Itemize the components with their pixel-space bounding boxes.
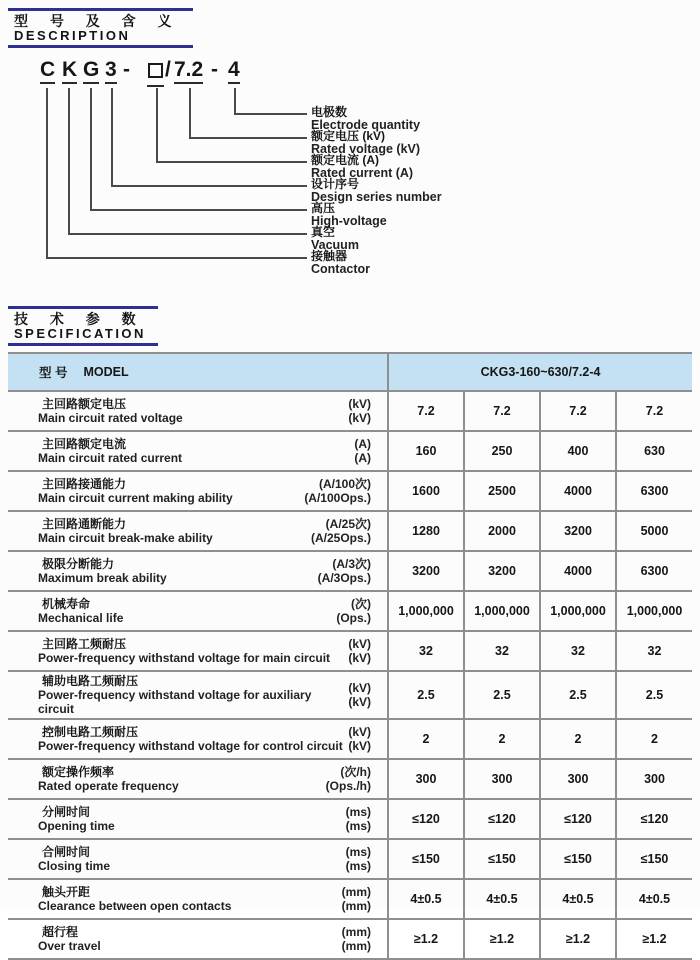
row-label-en: Power-frequency withstand voltage for main circuit: [38, 651, 331, 665]
row-unit: [348, 725, 371, 753]
value-cell: 32: [540, 631, 616, 671]
row-label: [38, 765, 179, 793]
row-label-en: Clearance between open contacts: [38, 899, 232, 913]
value-cell: 1,000,000: [616, 591, 692, 631]
value-cell: ≥1.2: [540, 919, 616, 959]
row-unit-cn: (次/h): [340, 765, 371, 779]
model-dash: -: [123, 58, 130, 81]
value-cell: 6300: [616, 471, 692, 511]
value-cell: ≥1.2: [616, 919, 692, 959]
table-row: [8, 719, 692, 759]
value-cell: 300: [388, 759, 464, 799]
value-cell: 300: [540, 759, 616, 799]
row-label-cn: 主回路额定电流: [42, 437, 127, 451]
value-cell: 7.2: [540, 391, 616, 431]
row-unit-en: (ms): [345, 859, 371, 873]
row-label-en: Over travel: [38, 939, 101, 953]
row-label: [38, 845, 110, 873]
row-label: [38, 925, 101, 953]
value-cell: 2.5: [388, 671, 464, 719]
model-char: 4: [228, 58, 240, 84]
value-cell: 1600: [388, 471, 464, 511]
specification-heading-cn: 技 术 参 数: [14, 311, 145, 327]
row-unit-cn: (mm): [341, 925, 371, 939]
value-cell: 5000: [616, 511, 692, 551]
table-row: [8, 551, 692, 591]
value-cell: 2: [464, 719, 540, 759]
model-value-cell: CKG3-160~630/7.2-4: [388, 353, 692, 391]
value-cell: ≤150: [616, 839, 692, 879]
row-unit-cn: (A/3次): [332, 557, 371, 571]
diagram-label-high-voltage: 高压 High-voltage: [311, 201, 387, 228]
row-label-en: Power-frequency withstand voltage for auxiliary circuit: [38, 688, 312, 716]
row-label-cn: 主回路接通能力: [42, 477, 127, 491]
value-cell: 4±0.5: [616, 879, 692, 919]
row-label-en: Main circuit break-make ability: [38, 531, 213, 545]
value-cell: ≤120: [464, 799, 540, 839]
value-cell: 1,000,000: [540, 591, 616, 631]
description-heading-en: DESCRIPTION: [14, 28, 131, 43]
value-cell: 400: [540, 431, 616, 471]
value-cell: 4±0.5: [388, 879, 464, 919]
row-label: [38, 674, 348, 716]
table-row: [8, 511, 692, 551]
value-cell: 7.2: [464, 391, 540, 431]
row-unit-cn: (kV): [348, 725, 371, 739]
row-unit-cn: (ms): [345, 845, 371, 859]
value-cell: 630: [616, 431, 692, 471]
row-label-en: Main circuit current making ability: [38, 491, 233, 505]
row-unit-en: (kV): [348, 651, 371, 665]
row-label: [38, 725, 343, 753]
value-cell: 32: [388, 631, 464, 671]
row-label-cn: 主回路工频耐压: [42, 637, 127, 651]
model-char: 3: [105, 58, 117, 84]
row-unit: [336, 597, 371, 625]
row-label-en: Opening time: [38, 819, 115, 833]
description-heading: [8, 8, 193, 48]
row-label-cn: 控制电路工频耐压: [42, 725, 139, 739]
row-label-cell: [8, 471, 388, 511]
model-label-cn: 型 号: [39, 366, 68, 380]
value-cell: ≤120: [540, 799, 616, 839]
row-unit: [304, 477, 371, 505]
value-cell: 250: [464, 431, 540, 471]
table-row: [8, 591, 692, 631]
row-label-en: Maximum break ability: [38, 571, 167, 585]
value-cell: 4±0.5: [464, 879, 540, 919]
diagram-label-design-series: 设计序号 Design series number: [311, 177, 442, 204]
model-designation-diagram: [0, 50, 700, 302]
row-unit-cn: (A/25次): [325, 517, 371, 531]
value-cell: ≤150: [540, 839, 616, 879]
specification-heading-en: SPECIFICATION: [14, 326, 146, 341]
row-unit: [354, 437, 371, 465]
row-label: [38, 517, 213, 545]
row-unit-en: (A/3Ops.): [317, 571, 371, 585]
value-cell: 4000: [540, 551, 616, 591]
value-cell: 32: [464, 631, 540, 671]
row-label-cell: [8, 511, 388, 551]
row-label-cn: 超行程: [42, 925, 79, 939]
value-cell: 4000: [540, 471, 616, 511]
row-label: [38, 437, 182, 465]
table-row: [8, 391, 692, 431]
spec-table-wrap: [8, 352, 692, 960]
value-cell: ≤120: [388, 799, 464, 839]
row-label-cell: [8, 799, 388, 839]
value-cell: 3200: [388, 551, 464, 591]
row-unit-cn: (次): [351, 597, 371, 611]
value-cell: 2: [388, 719, 464, 759]
diagram-label-contactor: 接触器 Contactor: [311, 249, 371, 276]
row-label-cell: [8, 431, 388, 471]
value-cell: 32: [616, 631, 692, 671]
row-label: [38, 637, 330, 665]
row-label-cn: 主回路通断能力: [42, 517, 127, 531]
table-row: [8, 759, 692, 799]
row-unit-en: (kV): [348, 695, 371, 709]
value-cell: 2.5: [540, 671, 616, 719]
diagram-label-vacuum: 真空 Vacuum: [311, 225, 359, 252]
value-cell: 7.2: [388, 391, 464, 431]
table-row: [8, 631, 692, 671]
row-unit-en: (mm): [341, 899, 371, 913]
value-cell: 2: [616, 719, 692, 759]
table-row: [8, 671, 692, 719]
row-label-cell: [8, 879, 388, 919]
row-label: [38, 557, 167, 585]
row-label-en: Power-frequency withstand voltage for control circuit: [38, 739, 343, 753]
table-row: [8, 879, 692, 919]
placeholder-box-icon: [147, 58, 164, 87]
row-unit-cn: (A/100次): [318, 477, 371, 491]
row-label-cell: [8, 839, 388, 879]
model-label-en: MODEL: [83, 365, 129, 379]
value-cell: 7.2: [616, 391, 692, 431]
model-char: K: [62, 58, 77, 84]
value-cell: 2: [540, 719, 616, 759]
row-label-en: Closing time: [38, 859, 111, 873]
row-label: [38, 397, 183, 425]
row-label-en: Mechanical life: [38, 611, 124, 625]
diagram-label-electrode-quantity: 电极数 Electrode quantity: [311, 105, 421, 132]
value-cell: 2000: [464, 511, 540, 551]
row-unit-en: (A/100Ops.): [304, 491, 371, 505]
row-label-en: Rated operate frequency: [38, 779, 179, 793]
row-unit-cn: (kV): [348, 681, 371, 695]
row-unit-cn: (ms): [345, 805, 371, 819]
row-unit: [346, 845, 371, 873]
value-cell: 6300: [616, 551, 692, 591]
row-label-cell: [8, 591, 388, 631]
row-unit-en: (kV): [348, 411, 371, 425]
row-unit-en: (mm): [341, 939, 371, 953]
value-cell: 4±0.5: [540, 879, 616, 919]
model-char: G: [83, 58, 99, 84]
value-cell: 1,000,000: [464, 591, 540, 631]
model-char: 7.2: [174, 58, 203, 84]
value-cell: 1280: [388, 511, 464, 551]
row-label-en: Main circuit rated current: [38, 451, 183, 465]
row-label-cn: 极限分断能力: [42, 557, 115, 571]
row-unit-cn: (kV): [348, 637, 371, 651]
row-label: [38, 597, 123, 625]
row-label-cell: [8, 919, 388, 959]
model-char: C: [40, 58, 55, 84]
row-label: [38, 477, 233, 505]
value-cell: 160: [388, 431, 464, 471]
table-row: [8, 799, 692, 839]
row-label-cn: 辅助电路工频耐压: [42, 674, 139, 688]
row-unit: [311, 517, 371, 545]
row-label-cn: 机械寿命: [42, 597, 91, 611]
row-unit-cn: (mm): [341, 885, 371, 899]
row-label-cell: [8, 631, 388, 671]
table-header-row: [8, 353, 692, 391]
value-cell: ≥1.2: [388, 919, 464, 959]
row-label-cn: 额定操作频率: [42, 765, 115, 779]
value-cell: 2.5: [464, 671, 540, 719]
row-label-cell: [8, 759, 388, 799]
table-row: [8, 839, 692, 879]
diagram-label-rated-current: 额定电流 (A) Rated current (A): [311, 153, 414, 180]
row-label-cn: 主回路额定电压: [42, 397, 127, 411]
value-cell: 1,000,000: [388, 591, 464, 631]
value-cell: ≤120: [616, 799, 692, 839]
row-unit-en: (A/25Ops.): [310, 531, 371, 545]
row-label-cell: [8, 391, 388, 431]
value-cell: 300: [616, 759, 692, 799]
row-unit: [342, 885, 371, 913]
row-unit: [346, 805, 371, 833]
spec-table: [8, 352, 692, 960]
row-unit-en: (ms): [345, 819, 371, 833]
model-header-cell: [8, 353, 388, 391]
value-cell: 3200: [540, 511, 616, 551]
row-unit: [348, 681, 371, 709]
value-cell: ≤150: [464, 839, 540, 879]
table-row: [8, 471, 692, 511]
row-label-cn: 分闸时间: [42, 805, 91, 819]
table-row: [8, 431, 692, 471]
table-row: [8, 919, 692, 959]
value-cell: ≥1.2: [464, 919, 540, 959]
row-label-cell: [8, 719, 388, 759]
row-unit: [318, 557, 371, 585]
row-label: [38, 805, 115, 833]
value-cell: 300: [464, 759, 540, 799]
row-unit-en: (Ops.): [336, 611, 371, 625]
row-unit-cn: (A): [354, 437, 371, 451]
row-label-cn: 合闸时间: [42, 845, 91, 859]
row-label-en: Main circuit rated voltage: [38, 411, 183, 425]
value-cell: 3200: [464, 551, 540, 591]
row-unit-en: (A): [354, 451, 371, 465]
value-cell: ≤150: [388, 839, 464, 879]
connector-line: [46, 88, 307, 259]
value-cell: 2.5: [616, 671, 692, 719]
row-label-cn: 触头开距: [42, 885, 91, 899]
row-unit: [348, 397, 371, 425]
row-unit: [348, 637, 371, 665]
model-dash: -: [211, 58, 218, 81]
row-unit: [342, 925, 371, 953]
value-cell: 2500: [464, 471, 540, 511]
row-label-cell: [8, 671, 388, 719]
row-label: [38, 885, 231, 913]
row-unit-en: (Ops./h): [325, 779, 371, 793]
description-heading-cn: 型 号 及 含 义: [14, 13, 181, 29]
model-slash: /: [165, 58, 171, 81]
diagram-label-rated-voltage: 额定电压 (kV) Rated voltage (kV): [311, 129, 421, 156]
row-label-cell: [8, 551, 388, 591]
specification-heading: [8, 306, 158, 346]
row-unit: [326, 765, 371, 793]
row-unit-cn: (kV): [348, 397, 371, 411]
row-unit-en: (kV): [348, 739, 371, 753]
